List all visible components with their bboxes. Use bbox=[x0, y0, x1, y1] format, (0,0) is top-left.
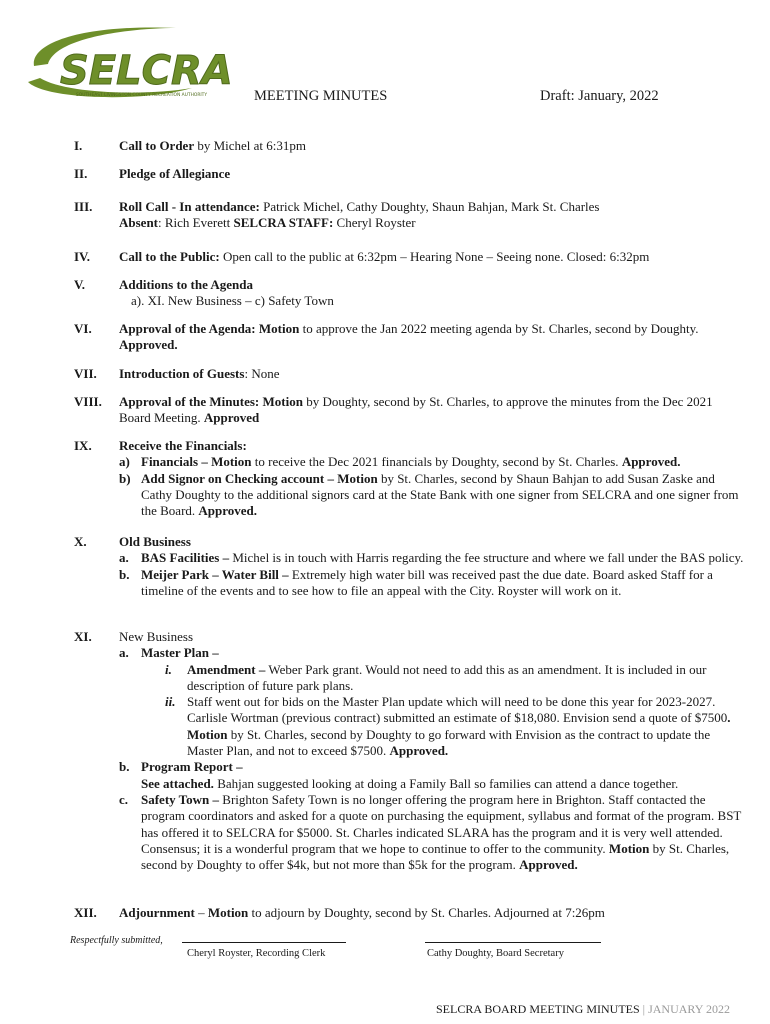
item-number: I. bbox=[74, 138, 83, 153]
board-secretary-name: Cathy Doughty, Board Secretary bbox=[427, 948, 564, 959]
item-text: : None bbox=[244, 366, 280, 381]
logo-text: SELCRA bbox=[60, 48, 233, 94]
item-text: Patrick Michel, Cathy Doughty, Shaun Bahjan, Mark St. Charles bbox=[259, 199, 600, 214]
selcra-logo bbox=[26, 22, 233, 100]
sub-item-b: b. Meijer Park – Water Bill – Extremely high water bill was received past the due date. Board asked Staff for a timeline of the events and to see how to file an appeal with the City. Royster will work on it. bbox=[119, 566, 713, 598]
item-heading: Call to the Public: bbox=[119, 249, 220, 264]
item-result: Approved bbox=[203, 410, 260, 426]
sub-item-a: a. Master Plan – bbox=[119, 645, 219, 661]
item-number: IV. bbox=[74, 249, 91, 264]
sub-item-a: a. BAS Facilities – Michel is in touch with Harris regarding the fee structure and where we fall under the BAS policy. bbox=[119, 550, 744, 566]
recording-clerk-name: Cheryl Royster, Recording Clerk bbox=[187, 948, 326, 959]
page-footer: SELCRA BOARD MEETING MINUTES | JANUARY 2022 bbox=[436, 1002, 730, 1016]
item-number: IX. bbox=[74, 438, 92, 453]
item-number: V. bbox=[74, 277, 85, 292]
item-text: by Doughty, second by St. Charles, to approve the minutes from the Dec 2021 Board Meeting. bbox=[119, 394, 713, 426]
item-heading: Additions to the Agenda bbox=[119, 277, 253, 292]
item-number: X. bbox=[74, 534, 87, 549]
item-heading: Call to Order bbox=[119, 138, 195, 153]
absent-label: Absent bbox=[119, 215, 159, 231]
item-heading: Introduction of Guests bbox=[119, 366, 245, 381]
item-heading: Approval of the Agenda: Motion bbox=[119, 321, 300, 336]
item-number: III. bbox=[74, 199, 93, 214]
draft-date: Draft: January, 2022 bbox=[540, 88, 659, 104]
item-number: XI. bbox=[74, 629, 92, 644]
item-heading: Approval of the Minutes: Motion bbox=[119, 394, 303, 409]
item-number: VII. bbox=[74, 366, 97, 381]
item-number: VIII. bbox=[74, 394, 102, 409]
staff-label: SELCRA STAFF: bbox=[233, 215, 334, 231]
absent-text: : Rich Everett bbox=[158, 215, 234, 231]
sub-item-a-ii: ii. Staff went out for bids on the Master Plan update which will need to be done this year for 2023-2027. Carlisle Wortman (previous contract) submitted an estimate of $18,080. Envision send a quote of $7500. Motion by St. Charles, second by Doughty to go forward with Envision as the contract to update the Master Plan, and not to exceed $7500. Approved. bbox=[165, 694, 731, 759]
item-text: by Michel at 6:31pm bbox=[194, 138, 307, 153]
item-text: Open call to the public at 6:32pm – Hearing None – Seeing none. Closed: 6:32pm bbox=[219, 249, 650, 264]
item-heading: Receive the Financials: bbox=[119, 438, 247, 453]
item-heading: Old Business bbox=[119, 534, 191, 549]
document-title: MEETING MINUTES bbox=[254, 88, 388, 104]
item-number: VI. bbox=[74, 321, 92, 336]
logo-tagline: SOUTHEAST LIVINGSTON COUNTY RECREATION AUTHORITY bbox=[76, 93, 208, 98]
signature-line-left bbox=[182, 942, 346, 943]
item-number: II. bbox=[74, 166, 88, 181]
sub-item-b: b. Program Report – See attached. Bahjan suggested looking at doing a Family Ball so families can attend a dance together. bbox=[119, 759, 679, 791]
item-result: Approved. bbox=[119, 337, 178, 353]
item-heading: Pledge of Allegiance bbox=[119, 166, 231, 181]
sub-item-b: b) Add Signor on Checking account – Motion by St. Charles, second by Shaun Bahjan to add Susan Zaske and Cathy Doughty to the additional signors card at the State Bank with one signer from SELCRA and one signer from the Board. Approved. bbox=[119, 470, 739, 519]
signature-line-right bbox=[425, 942, 601, 943]
item-heading: Adjournment bbox=[119, 905, 195, 920]
item-text: to approve the Jan 2022 meeting agenda by St. Charles, second by Doughty. bbox=[299, 321, 699, 336]
item-heading: New Business bbox=[119, 629, 194, 644]
item-heading: Roll Call - In attendance: bbox=[119, 199, 260, 214]
item-text: a). XI. New Business – c) Safety Town bbox=[131, 293, 334, 309]
staff-text: Cheryl Royster bbox=[333, 215, 416, 231]
sub-item-a: a) Financials – Motion to receive the Dec 2021 financials by Doughty, second by St. Charles. Approved. bbox=[119, 454, 681, 470]
sub-item-a-i: i. Amendment – Weber Park grant. Would not need to add this as an amendment. It is included in our description of future park plans. bbox=[165, 661, 707, 693]
respectfully-submitted: Respectfully submitted, bbox=[70, 935, 163, 946]
item-number: XII. bbox=[74, 905, 97, 920]
sub-item-c: c. Safety Town – Brighton Safety Town is no longer offering the program here in Brighton. Staff contacted the program coordinators and asked for a quote on purchasing the equipment, syllabus and format of the program. BST has offered it to SELCRA for $5000. St. Charles indicated SLARA has the program and it is very well attended. Consensus; it is a wonderful program that we hope to continue to offer to the community. Motion by St. Charles, second by Doughty to offer $4k, but not more than $5k for the program. Approved. bbox=[119, 791, 742, 873]
